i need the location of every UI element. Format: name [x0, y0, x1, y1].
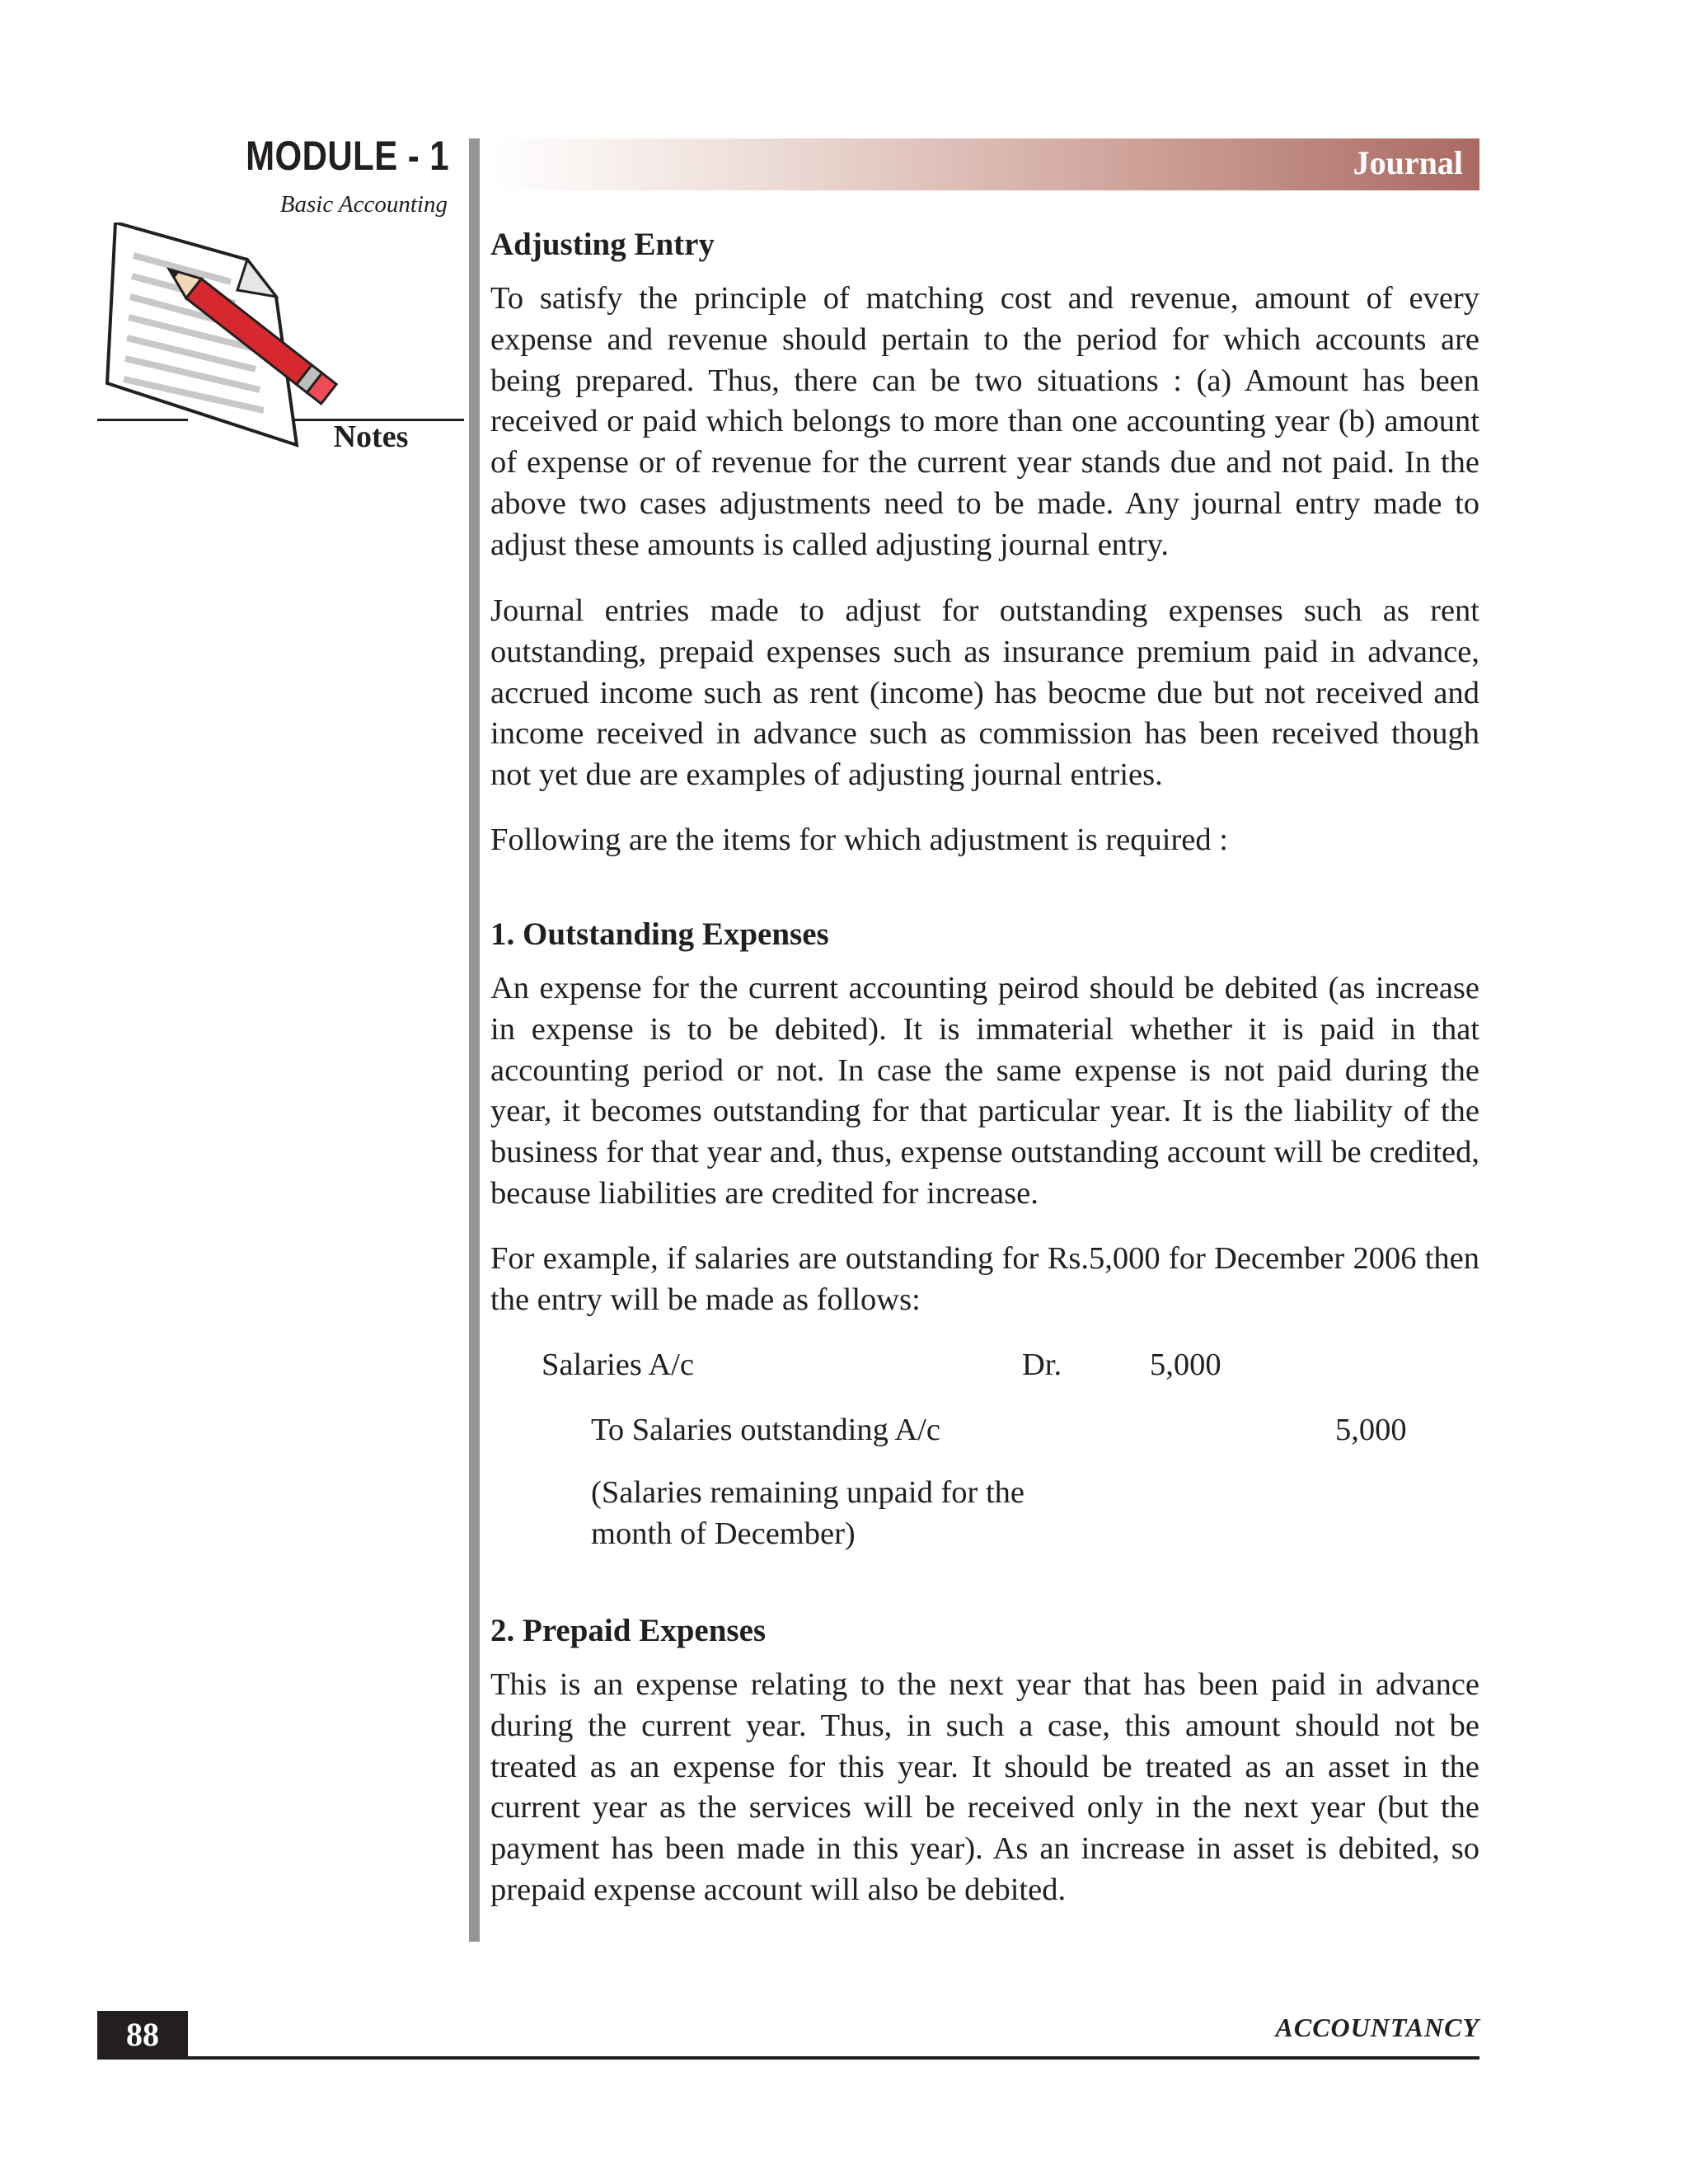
journal-debit-amount: 5,000 [1150, 1347, 1221, 1382]
notes-label: Notes [333, 419, 409, 454]
footer-rule [97, 2056, 1479, 2060]
chapter-header-band [490, 138, 1479, 190]
journal-narration: (Salaries remaining unpaid for the month of December) [591, 1475, 1025, 1551]
paragraph: This is an expense relating to the next year that has been paid in advance during the current year. Thus, in such a case, this amount should not be treated as an expense for this year. It should be treated as an asset in the current year as the services will be received only in the next year (but the payment has been made in this year). As an increase in asset is debited, so prepaid expense account will also be debited. [490, 1667, 1479, 1907]
page-number: 88 [97, 2011, 188, 2059]
module-subtitle: Basic Accounting [279, 191, 448, 218]
margin-rule [469, 138, 480, 1942]
journal-credit-amount: 5,000 [1335, 1413, 1407, 1447]
section-heading-adjusting: Adjusting Entry [490, 227, 715, 262]
paragraph: Following are the items for which adjustment is required : [490, 823, 1228, 857]
paragraph: Journal entries made to adjust for outstanding expenses such as rent outstanding, prepaid expenses such as insurance premium paid in advance, accrued income such as rent (income) has beocme due but not received and income received in advance such as commission has been received though not yet due are examples of adjusting journal entries. [490, 593, 1479, 793]
paragraph: For example, if salaries are outstanding for Rs.5,000 for December 2006 then the entry will be made as follows: [490, 1241, 1479, 1317]
section-heading-prepaid: 2. Prepaid Expenses [490, 1613, 767, 1648]
paragraph: An expense for the current accounting peirod should be debited (as increase in expense is to be debited). It is immaterial whether it is paid in that accounting period or not. In case the same expense is not paid during the year, it becomes outstanding for that particular year. It is the liability of the business for that year and, thus, expense outstanding account will be credited, because liabilities are credited for increase. [490, 971, 1479, 1211]
journal-dr-marker: Dr. [1022, 1347, 1062, 1382]
section-heading-outstanding: 1. Outstanding Expenses [490, 916, 829, 952]
paragraph: To satisfy the principle of matching cost and revenue, amount of every expense and revenue should pertain to the period for which accounts are being prepared. Thus, there can be two situations : (a) Amount has been received or paid which belongs to more than one accounting year (b) amount of expense or of revenue for the current year stands due and not paid. In the above two cases adjustments need to be made. Any journal entry made to adjust these amounts is called adjusting journal entry. [490, 281, 1479, 562]
footer-subject: ACCOUNTANCY [1275, 2013, 1479, 2042]
module-title: MODULE - 1 [246, 133, 449, 179]
journal-debit-account: Salaries A/c [542, 1347, 694, 1382]
chapter-title: Journal [1353, 144, 1463, 181]
journal-credit-account: To Salaries outstanding A/c [591, 1413, 940, 1447]
notes-divider-left [97, 419, 188, 421]
